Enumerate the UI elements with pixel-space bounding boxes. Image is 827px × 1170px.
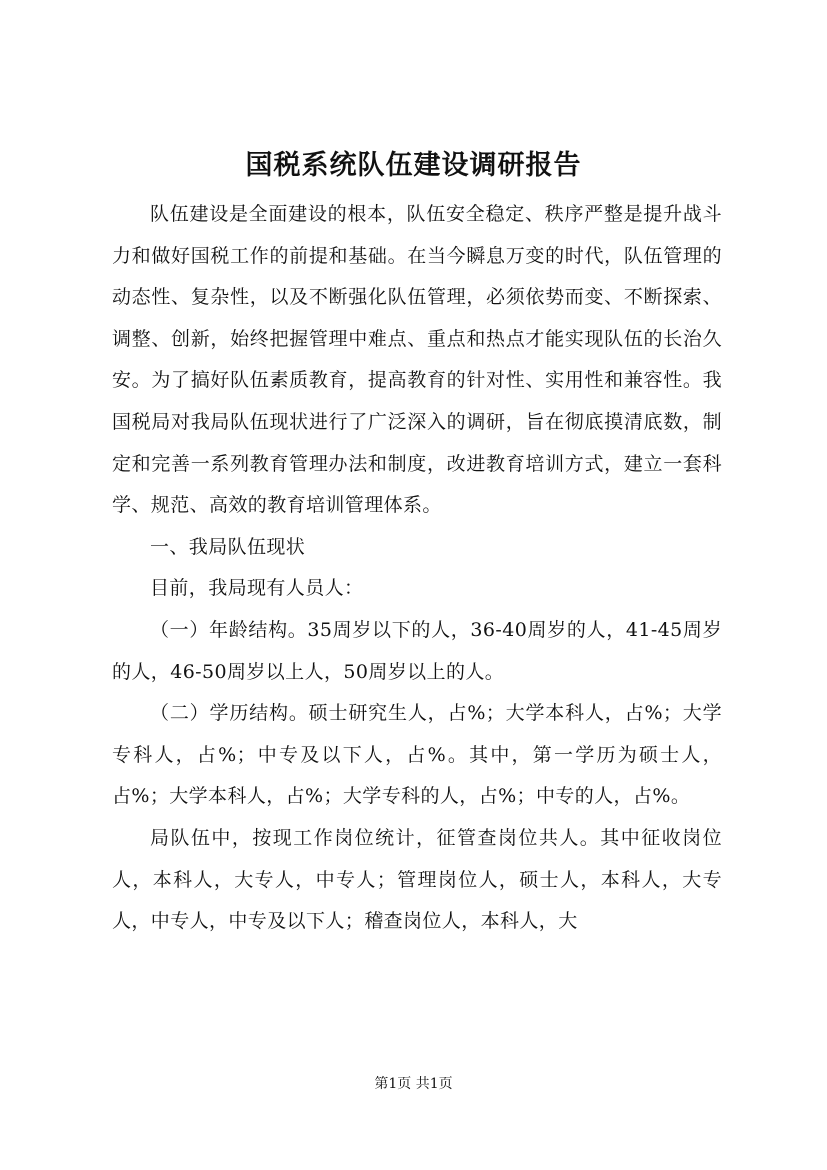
document-title: 国税系统队伍建设调研报告 <box>245 150 582 181</box>
page-footer: 第1页 共1页 <box>374 1076 453 1092</box>
paragraph-job-positions: 局队伍中，按现工作岗位统计，征管查岗位共人。其中征收岗位人，本科人，大专人，中专人；管理岗位人，硕士人，本科人，大专人，中专人，中专及以下人；稽查岗位人，本科人，大 <box>112 826 722 933</box>
paragraph-intro: 队伍建设是全面建设的根本，队伍安全稳定、秩序严整是提升战斗力和做好国税工作的前提和基础。在当今瞬息万变的时代，队伍管理的动态性、复杂性，以及不断强化队伍管理，必须依势而变、不断探索、调整、创新，始终把握管理中难点、重点和热点才能实现队伍的长治久安。为了搞好队伍素质教育，提高教育的针对性、实用性和兼容性。我国税局对我局队伍现状进行了广泛深入的调研，旨在彻底摸清底数，制定和完善一系列教育管理办法和制度，改进教育培训方式，建立一套科学、规范、高效的教育培训管理体系。 <box>112 203 722 517</box>
paragraph-age-structure: （一）年龄结构。35周岁以下的人，36-40周岁的人，41-45周岁的人，46-50周岁以上人，50周岁以上的人。 <box>112 618 722 683</box>
section-heading: 一、我局队伍现状 <box>150 535 306 558</box>
paragraph-staff-count: 目前，我局现有人员人： <box>150 577 364 600</box>
paragraph-education-structure: （二）学历结构。硕士研究生人，占%；大学本科人，占%；大学专科人，占%；中专及以下人，占%。其中，第一学历为硕士人，占%；大学本科人，占%；大学专科的人，占%；中专的人，占%。 <box>112 702 722 808</box>
document-body <box>112 194 722 943</box>
